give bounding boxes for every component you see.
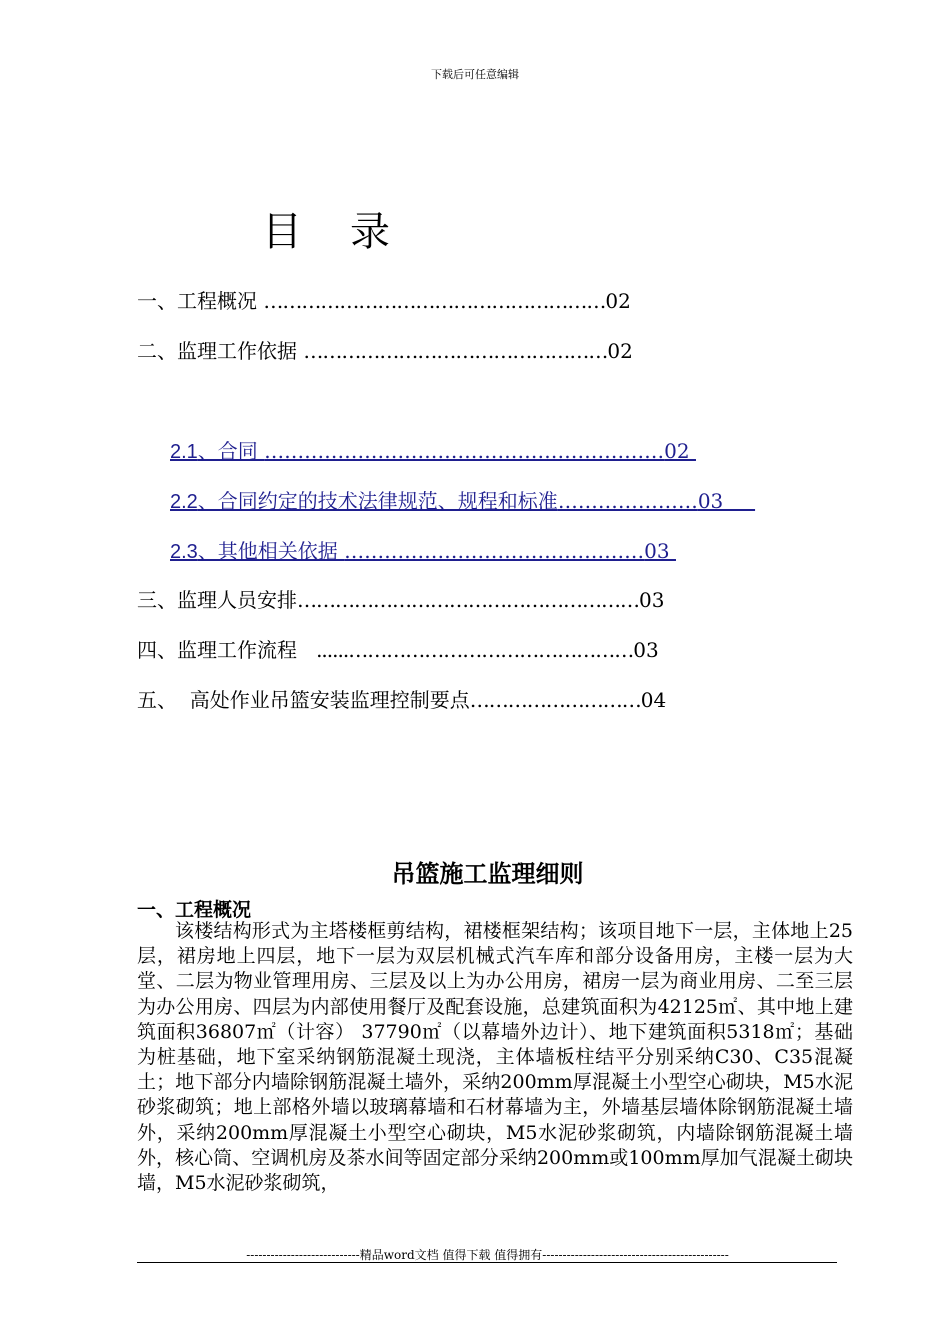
footer-note: ----------------------------精品word文档 值得下载 值得拥有---------------------------------------------- [246,1248,729,1262]
toc-item-1 [137,285,631,314]
toc-leader-dots: ......……………………………………… [316,638,634,662]
toc-leader-dots: …………………………………………………… [264,439,665,463]
toc-leader-dots: ……………………………………………… [263,289,606,313]
section-heading: 一、工程概况 [137,899,252,921]
toc-item-label: 二、监理工作依据 [137,339,304,363]
toc-item-label: 五、 高处作业吊篮安装监理控制要点 [137,688,470,712]
toc-subitem-2-3[interactable] [170,535,676,564]
toc-page-number: 03 [639,588,665,612]
toc-page-number: 03 [697,489,756,513]
toc-page-number: 03 [644,539,676,563]
toc-item-label: 四、监理工作流程 [137,638,317,662]
toc-page-number: 02 [607,339,633,363]
document-title: 吊篮施工监理细则 [391,859,584,888]
toc-subitem-label: 、合同约定的技术法律规范、规程和标准 [197,489,558,513]
toc-item-2 [137,335,633,364]
header-note: 下载后可任意编辑 [431,68,519,81]
toc-item-3 [137,584,664,613]
toc-subitem-label: 、其他相关依据 [197,539,345,563]
toc-item-label: 三、监理人员安排 [137,588,297,612]
toc-leader-dots: ……………………………………………… [297,588,639,612]
toc-title-char-2: 录 [350,209,390,255]
toc-subitem-label: 、合同 [197,439,265,463]
section-body-paragraph: 该楼结构形式为主塔楼框剪结构，裙楼框架结构；该项目地下一层，主体地上25层，裙房地上四层，地下一层为双层机械式汽车库和部分设备用房，主楼一层为大堂、二层为物业管理用房、三层及以上为办公用房，裙房一层为商业用房、二至三层为办公用房、四层为内部使用餐厅及配套设施，总建筑面积为42125㎡、其中地上建筑面积36807㎡（计容） 37790㎡（以幕墙外边计）、地下建筑面积5318㎡；基础为桩基础，地下室采纳钢筋混凝土现浇，主体墙板柱结平分别采纳C30、C35混凝土；地下部分内墙除钢筋混凝土墙外，采纳200mm厚混凝土小型空心砌块，M5水泥砂浆砌筑；地上部格外墙以玻璃幕墙和石材幕墙为主，外墙基层墙体除钢筋混凝土墙外，采纳200mm厚混凝土小型空心砌块，M5水泥砂浆砌筑，内墙除钢筋混凝土墙外，核心筒、空调机房及茶水间等固定部分采纳200mm或100mm厚加气混凝土砌块墙，M5水泥砂浆砌筑， [137,920,853,1195]
toc-title [262,200,390,257]
toc-subitem-number: 2.1 [170,441,198,463]
toc-page-number: 02 [664,439,696,463]
toc-subitem-2-1[interactable] [170,435,696,464]
toc-leader-dots: ………………… [557,489,698,513]
toc-item-5 [137,684,666,713]
toc-subitem-number: 2.3 [170,541,198,563]
toc-leader-dots: ………………………………………… [303,339,608,363]
footer-divider [137,1262,837,1263]
toc-leader-dots: ……………………… [469,688,641,712]
toc-subitem-2-2[interactable] [170,485,755,514]
toc-subitem-number: 2.2 [170,491,198,513]
toc-title-char-1: 目 [262,209,302,255]
toc-item-label: 一、工程概况 [137,289,264,313]
toc-item-4 [137,634,659,663]
toc-leader-dots: ……………………………………… [344,539,645,563]
toc-page-number: 02 [605,289,631,313]
toc-page-number: 03 [633,638,659,662]
toc-page-number: 04 [640,688,667,712]
